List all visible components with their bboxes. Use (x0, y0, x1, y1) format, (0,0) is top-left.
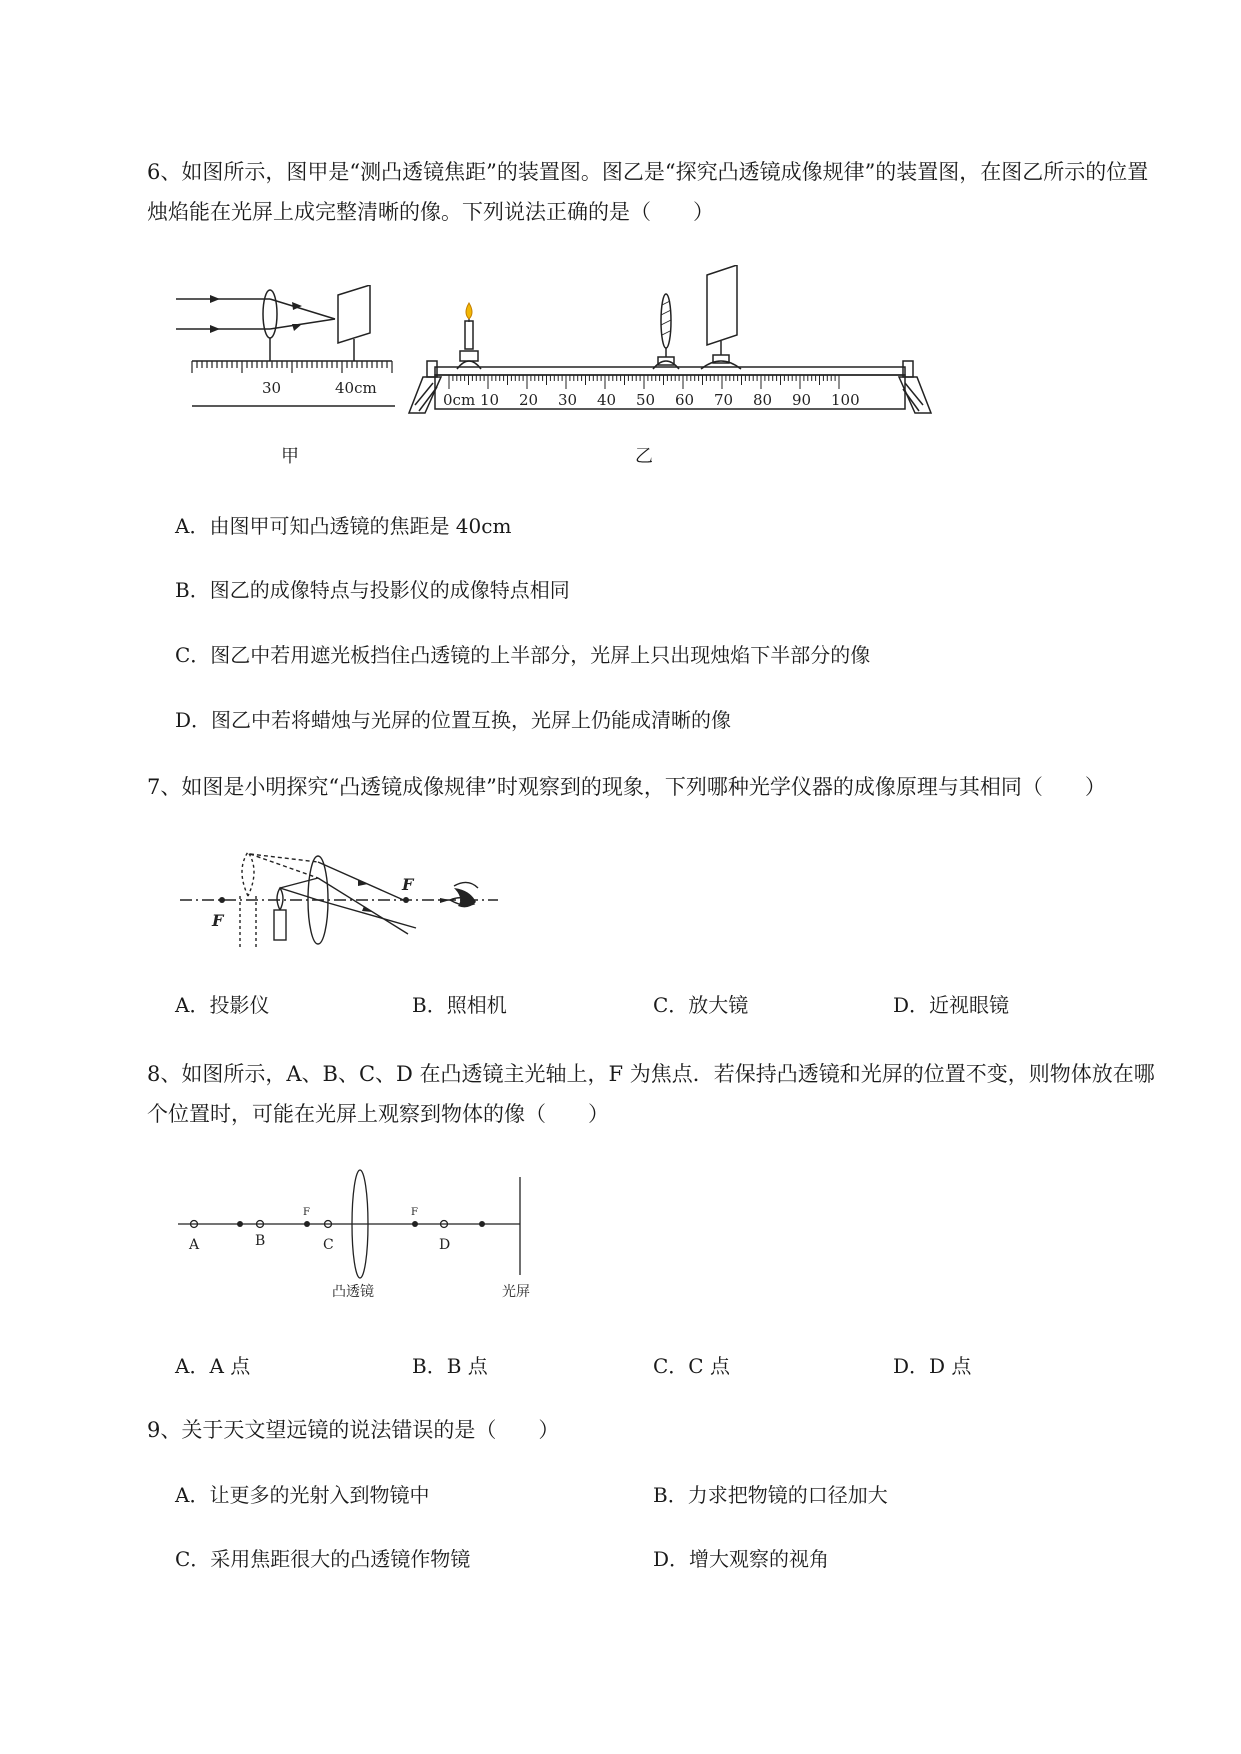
figure-q8-lens-axis (170, 1165, 540, 1300)
q8-option-d[interactable]: D．D 点 (893, 1354, 972, 1378)
q9-option-c[interactable]: C．采用焦距很大的凸透镜作物镜 (175, 1547, 471, 1571)
figure-jia-focal-length-setup (170, 285, 410, 415)
yi-tick-label: 30 (558, 391, 578, 409)
q8-option-b[interactable]: B．B 点 (412, 1354, 488, 1378)
q8-option-a[interactable]: A．A 点 (175, 1354, 251, 1378)
q8-point-c-label: C (323, 1237, 334, 1253)
q8-point-d-label: D (439, 1237, 451, 1253)
q8-lens-label: 凸透镜 (332, 1284, 374, 1300)
yi-tick-label: 10 (480, 391, 500, 409)
yi-tick-label: 90 (792, 391, 812, 409)
yi-tick-label: 0cm (443, 391, 476, 409)
q6-option-b[interactable]: B．图乙的成像特点与投影仪的成像特点相同 (175, 578, 570, 602)
q8-point-b-label: B (255, 1233, 266, 1249)
q8-option-c[interactable]: C．C 点 (653, 1354, 730, 1378)
q6-option-a[interactable]: A．由图甲可知凸透镜的焦距是 40cm (175, 514, 512, 538)
q9-option-b[interactable]: B．力求把物镜的口径加大 (653, 1483, 888, 1507)
figure-q7-magnifier-rays (178, 848, 498, 948)
q9-option-a[interactable]: A．让更多的光射入到物镜中 (175, 1483, 430, 1507)
figure-yi-caption: 乙 (635, 446, 653, 467)
q7-option-a[interactable]: A．投影仪 (175, 993, 270, 1017)
figure-jia-caption: 甲 (281, 446, 299, 467)
question-9-stem: 9、关于天文望远镜的说法错误的是（ ） (147, 1418, 560, 1442)
question-8-stem: 8、如图所示，A、B、C、D 在凸透镜主光轴上，F 为焦点．若保持凸透镜和光屏的位置不变，则物体放在哪个位置时，可能在光屏上观察到物体的像（ ） (147, 1062, 1155, 1126)
yi-tick-label: 50 (636, 391, 656, 409)
question-7-stem: 7、如图是小明探究“凸透镜成像规律”时观察到的现象，下列哪种光学仪器的成像原理与其相同（ ） (147, 775, 1106, 799)
yi-tick-label: 80 (753, 391, 773, 409)
q9-option-d[interactable]: D．增大观察的视角 (653, 1547, 830, 1571)
q6-option-d[interactable]: D．图乙中若将蜡烛与光屏的位置互换，光屏上仍能成清晰的像 (175, 708, 732, 732)
yi-tick-label: 60 (675, 391, 695, 409)
yi-tick-label: 40 (597, 391, 617, 409)
jia-tick-label-40cm: 40cm (335, 379, 377, 397)
figure-yi-optical-bench (405, 265, 935, 425)
q8-focus-left-label: F (303, 1207, 310, 1218)
q7-option-d[interactable]: D．近视眼镜 (893, 993, 1010, 1017)
q7-focus-left-label: F (212, 911, 224, 930)
jia-tick-label-30: 30 (262, 379, 282, 397)
question-6-stem: 6、如图所示，图甲是“测凸透镜焦距”的装置图。图乙是“探究凸透镜成像规律”的装置图，在图乙所示的位置烛焰能在光屏上成完整清晰的像。下列说法正确的是（ ） (147, 160, 1149, 224)
yi-tick-label: 20 (519, 391, 539, 409)
q6-option-c[interactable]: C．图乙中若用遮光板挡住凸透镜的上半部分，光屏上只出现烛焰下半部分的像 (175, 643, 871, 667)
q8-screen-label: 光屏 (502, 1284, 530, 1300)
q7-option-c[interactable]: C．放大镜 (653, 993, 749, 1017)
q8-focus-right-label: F (411, 1207, 418, 1218)
yi-tick-label: 70 (714, 391, 734, 409)
q8-point-a-label: A (189, 1237, 200, 1253)
q7-focus-right-label: F (402, 875, 414, 894)
q7-option-b[interactable]: B．照相机 (412, 993, 507, 1017)
yi-tick-label: 100 (831, 391, 860, 409)
